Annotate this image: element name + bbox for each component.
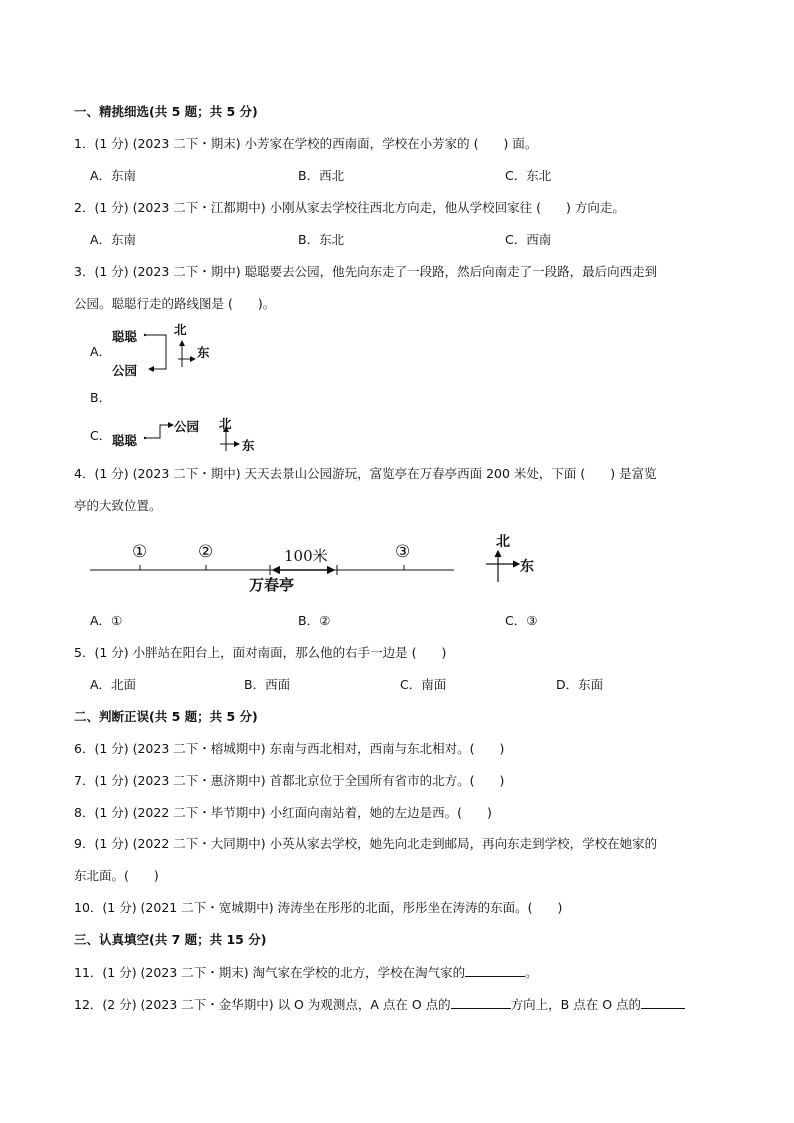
question-11-text: 11．(1 分) (2023 二下・期末) 淘气家在学校的北方，学校在淘气家的 — [74, 965, 466, 980]
q3c-route-diagram — [140, 415, 244, 455]
q3a-east-label: 东 — [197, 345, 210, 360]
question-5-text: 5．(1 分) 小胖站在阳台上，面对南面，那么他的右手一边是 ( ) — [74, 645, 447, 660]
q3a-route-diagram — [140, 325, 200, 385]
question-2-text: 2．(1 分) (2023 二下・江都期中) 小刚从家去学校往西北方向走，他从学校回家往 ( ) 方向走。 — [74, 200, 625, 215]
q2-option-a: A．东南 — [90, 232, 137, 247]
q4-compass — [484, 548, 524, 584]
q12-answer-blank-2[interactable] — [641, 996, 685, 1009]
q12-answer-blank-1[interactable] — [451, 996, 511, 1009]
question-12-text-part1: 12．(2 分) (2023 二下・金华期中) 以 O 为观测点，A 点在 O 点的 — [74, 997, 451, 1012]
q5-option-c: C．南面 — [400, 677, 447, 692]
question-6-text: 6．(1 分) (2023 二下・榕城期中) 东南与西北相对，西南与东北相对。( ) — [74, 741, 505, 756]
q1-option-c: C．东北 — [505, 168, 552, 183]
q4-option-b: B．② — [298, 613, 331, 628]
question-4-text-line1: 4．(1 分) (2023 二下・期中) 天天去景山公园游玩，富览亭在万春亭西面 200 米处，下面 ( ) 是富览 — [74, 466, 657, 481]
q1-option-b: B．西北 — [298, 168, 345, 183]
question-12-line — [74, 996, 685, 1013]
q3c-park-label: 公园 — [174, 419, 200, 434]
q3-option-b-label: B． — [90, 390, 112, 405]
question-11-line — [74, 964, 538, 981]
section-title-1: 一、精挑细选(共 5 题；共 5 分) — [74, 104, 258, 119]
question-11-end: 。 — [525, 965, 538, 980]
q4-marker-2: ② — [198, 542, 214, 562]
q3c-congcong-label: 聪聪 — [112, 433, 138, 448]
q4-east-label: 东 — [520, 559, 534, 575]
q3-option-a-label: A． — [90, 344, 112, 359]
question-12-text-part2: 方向上，B 点在 O 点的 — [510, 997, 642, 1012]
question-3-text-line2: 公园。聪聪行走的路线图是 ( )。 — [74, 296, 276, 311]
q1-option-a: A．东南 — [90, 168, 137, 183]
q2-option-b: B．东北 — [298, 232, 345, 247]
q4-option-a: A．① — [90, 613, 123, 628]
q4-marker-3: ③ — [395, 542, 411, 562]
section-title-3: 三、认真填空(共 7 题；共 15 分) — [74, 932, 267, 947]
q4-marker-1: ① — [132, 542, 148, 562]
question-1-text: 1．(1 分) (2023 二下・期末) 小芳家在学校的西南面，学校在小芳家的 ( ) 面。 — [74, 136, 538, 151]
q3a-north-label: 北 — [174, 322, 187, 337]
q3-option-c-label: C． — [90, 428, 112, 443]
question-9-text-line1: 9．(1 分) (2022 二下・大同期中) 小英从家去学校，她先向北走到邮局，再向东走到学校，学校在她家的 — [74, 836, 658, 851]
q4-pavilion-label: 万春亭 — [249, 576, 295, 594]
question-9-text-line2: 东北面。( ) — [74, 868, 159, 883]
question-4-text-line2: 亭的大致位置。 — [74, 498, 162, 513]
q4-distance-label: 100米 — [284, 547, 328, 565]
q4-north-label: 北 — [496, 534, 510, 550]
q3c-east-label: 东 — [242, 438, 255, 453]
section-title-2: 二、判断正误(共 5 题；共 5 分) — [74, 709, 258, 724]
q5-option-d: D．东面 — [556, 677, 604, 692]
q5-option-a: A．北面 — [90, 677, 137, 692]
question-7-text: 7．(1 分) (2023 二下・惠济期中) 首都北京位于全国所有省市的北方。( ) — [74, 773, 505, 788]
q3c-north-label: 北 — [219, 416, 232, 431]
question-3-text-line1: 3．(1 分) (2023 二下・期中) 聪聪要去公园，他先向东走了一段路，然后向南走了一段路，最后向西走到 — [74, 264, 658, 279]
q11-answer-blank[interactable] — [465, 964, 525, 977]
question-8-text: 8．(1 分) (2022 二下・毕节期中) 小红面向南站着，她的左边是西。( ) — [74, 805, 492, 820]
question-10-text: 10．(1 分) (2021 二下・宽城期中) 涛涛坐在彤彤的北面，彤彤坐在涛涛的东面。( ) — [74, 900, 563, 915]
q5-option-b: B．西面 — [244, 677, 291, 692]
q2-option-c: C．西南 — [505, 232, 552, 247]
q3a-park-label: 公园 — [112, 363, 138, 378]
q4-option-c: C．③ — [505, 613, 538, 628]
q3a-congcong-label: 聪聪 — [112, 329, 138, 344]
